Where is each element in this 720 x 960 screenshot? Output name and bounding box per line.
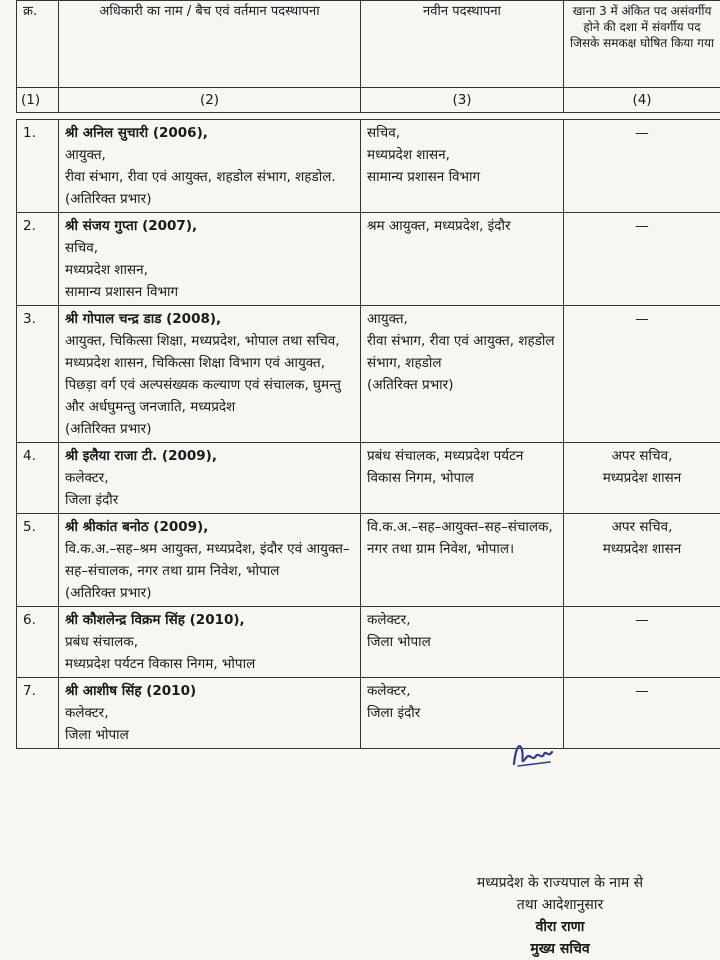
current-posting-line: सामान्य प्रशासन विभाग: [65, 284, 179, 300]
posting-order-table: [16, 0, 720, 749]
current-posting-line: कलेक्टर,: [65, 470, 109, 486]
current-posting-line: जिला इंदौर: [65, 492, 119, 508]
current-posting-line: प्रबंध संचालक,: [65, 634, 138, 650]
cadre-post-line: —: [635, 125, 649, 141]
new-posting-line: कलेक्टर,: [367, 683, 411, 699]
serial-cell: [17, 120, 59, 213]
table-row: [17, 306, 720, 443]
cadre-post-cell: [564, 443, 720, 514]
new-posting-line: वि.क.अ.–सह–आयुक्त–सह–संचालक, नगर तथा ग्राम निवेश, भोपाल।: [367, 519, 553, 557]
cadre-post-line: मध्यप्रदेश शासन: [602, 470, 682, 486]
header-new-posting: नवीन पदस्थापना: [361, 1, 564, 88]
serial-number: 4.: [23, 448, 36, 464]
row-gap: [17, 113, 720, 120]
cadre-post-cell: [564, 120, 720, 213]
cadre-post-line: मध्यप्रदेश शासन: [602, 541, 682, 557]
current-posting-line: कलेक्टर,: [65, 705, 109, 721]
cadre-post-cell: [564, 678, 720, 749]
table-row: [17, 514, 720, 607]
officer-name: श्री कौशलेन्द्र विक्रम सिंह (2010),: [65, 612, 245, 628]
officer-cell: [59, 514, 361, 607]
new-posting-cell: [361, 514, 564, 607]
officer-cell: [59, 678, 361, 749]
current-posting-line: मध्यप्रदेश शासन,: [65, 262, 148, 278]
serial-cell: [17, 443, 59, 514]
cadre-post-cell: [564, 607, 720, 678]
header-cadre-equivalent-post: खाना 3 में अंकित पद असंवर्गीय होने की दशा में संवर्गीय पद जिसके समकक्ष घोषित किया गया: [564, 1, 720, 88]
column-number-row: [17, 88, 720, 113]
table-row: [17, 607, 720, 678]
signature-block: [410, 872, 710, 960]
serial-number: 2.: [23, 218, 36, 234]
current-posting-line: (अतिरिक्त प्रभार): [65, 421, 152, 437]
serial-number: 6.: [23, 612, 36, 628]
new-posting-cell: [361, 607, 564, 678]
cadre-post-cell: [564, 514, 720, 607]
table-row: [17, 120, 720, 213]
handwritten-initials-icon: [508, 736, 556, 772]
new-posting-line: प्रबंध संचालक, मध्यप्रदेश पर्यटन विकास निगम, भोपाल: [367, 448, 524, 486]
cadre-post-cell: [564, 306, 720, 443]
new-posting-line: रीवा संभाग, रीवा एवं आयुक्त, शहडोल संभाग, शहडोल: [367, 333, 555, 371]
new-posting-line: सामान्य प्रशासन विभाग: [367, 169, 481, 185]
current-posting-line: रीवा संभाग, रीवा एवं आयुक्त, शहडोल संभाग, शहडोल.: [65, 169, 336, 185]
officer-cell: [59, 607, 361, 678]
cadre-post-line: —: [635, 218, 649, 234]
officer-name: श्री अनिल सुचारी (2006),: [65, 125, 208, 141]
column-number: (2): [59, 88, 361, 113]
table-header-row: [17, 1, 720, 88]
new-posting-line: जिला इंदौर: [367, 705, 421, 721]
current-posting-line: (अतिरिक्त प्रभार): [65, 191, 152, 207]
table-row: [17, 213, 720, 306]
current-posting-line: मध्यप्रदेश पर्यटन विकास निगम, भोपाल: [65, 656, 256, 672]
serial-number: 3.: [23, 311, 36, 327]
officer-name: श्री संजय गुप्ता (2007),: [65, 218, 198, 234]
current-posting-line: वि.क.अ.–सह–श्रम आयुक्त, मध्यप्रदेश, इंदौर एवं आयुक्त–सह–संचालक, नगर तथा ग्राम निवेश, भोपाल: [65, 541, 350, 579]
current-posting-line: सचिव,: [65, 240, 98, 256]
cadre-post-line: अपर सचिव,: [611, 519, 673, 535]
new-posting-line: जिला भोपाल: [367, 634, 431, 650]
column-number: (4): [564, 88, 720, 113]
serial-cell: [17, 213, 59, 306]
cadre-post-cell: [564, 213, 720, 306]
current-posting-line: (अतिरिक्त प्रभार): [65, 585, 152, 601]
serial-cell: [17, 607, 59, 678]
officer-name: श्री श्रीकांत बनोठ (2009),: [65, 519, 209, 535]
new-posting-line: श्रम आयुक्त, मध्यप्रदेश, इंदौर: [367, 218, 511, 234]
order-line: तथा आदेशानुसार: [516, 897, 604, 913]
current-posting-line: आयुक्त, चिकित्सा शिक्षा, मध्यप्रदेश, भोपाल तथा सचिव, मध्यप्रदेश शासन, चिकित्सा शिक्षा विभाग एवं आयुक्त, पिछड़ा वर्ग एवं अल्पसंख्यक कल्याण एवं संचालक, घुमन्तु और अर्धघुमन्तु जनजाति, मध्यप्रदेश: [65, 333, 341, 415]
table-row: [17, 443, 720, 514]
officer-name: श्री आशीष सिंह (2010): [65, 683, 197, 699]
header-officer-current-posting: अधिकारी का नाम / बैच एवं वर्तमान पदस्थापना: [59, 1, 361, 88]
serial-cell: [17, 514, 59, 607]
officer-cell: [59, 120, 361, 213]
header-serial: क्र.: [17, 1, 59, 88]
serial-number: 1.: [23, 125, 36, 141]
governor-order-line: मध्यप्रदेश के राज्यपाल के नाम से: [476, 875, 644, 891]
new-posting-cell: [361, 306, 564, 443]
new-posting-line: मध्यप्रदेश शासन,: [367, 147, 450, 163]
serial-number: 5.: [23, 519, 36, 535]
new-posting-cell: [361, 120, 564, 213]
serial-number: 7.: [23, 683, 36, 699]
column-number: (3): [361, 88, 564, 113]
new-posting-cell: [361, 213, 564, 306]
new-posting-cell: [361, 443, 564, 514]
table-row: [17, 678, 720, 749]
column-number: (1): [17, 88, 59, 113]
current-posting-line: जिला भोपाल: [65, 727, 129, 743]
serial-cell: [17, 306, 59, 443]
new-posting-line: सचिव,: [367, 125, 400, 141]
current-posting-line: आयुक्त,: [65, 147, 106, 163]
officer-name: श्री इलैया राजा टी. (2009),: [65, 448, 217, 464]
new-posting-line: कलेक्टर,: [367, 612, 411, 628]
cadre-post-line: —: [635, 683, 649, 699]
signatory-title: मुख्य सचिव: [530, 941, 590, 957]
officer-cell: [59, 213, 361, 306]
new-posting-line: आयुक्त,: [367, 311, 408, 327]
cadre-post-line: —: [635, 311, 649, 327]
officer-name: श्री गोपाल चन्द्र डाड (2008),: [65, 311, 222, 327]
officer-cell: [59, 443, 361, 514]
officer-cell: [59, 306, 361, 443]
signatory-name: वीरा राणा: [535, 919, 585, 935]
cadre-post-line: अपर सचिव,: [611, 448, 673, 464]
cadre-post-line: —: [635, 612, 649, 628]
serial-cell: [17, 678, 59, 749]
new-posting-line: (अतिरिक्त प्रभार): [367, 377, 454, 393]
